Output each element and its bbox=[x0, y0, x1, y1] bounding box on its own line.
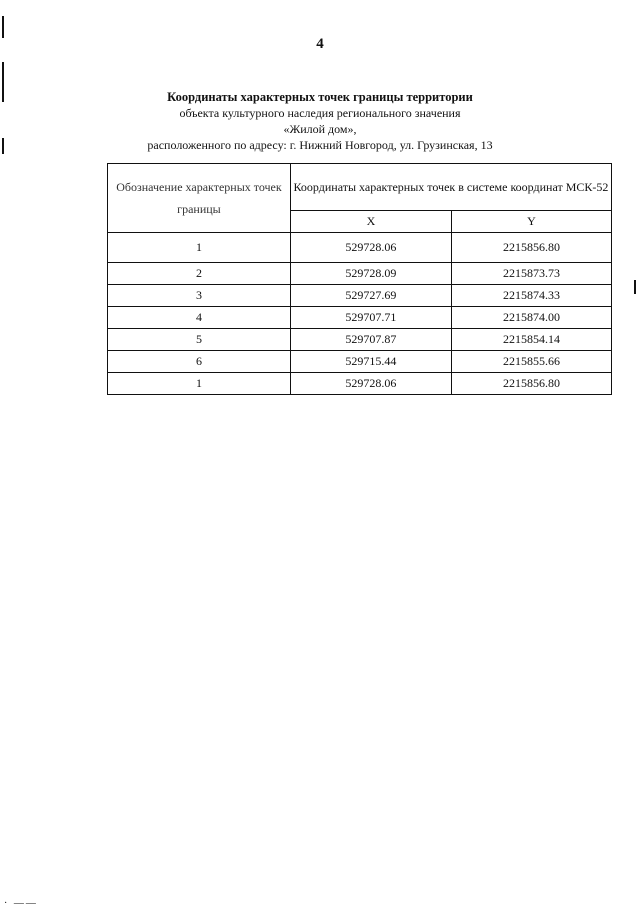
cell-y: 2215856.80 bbox=[451, 373, 611, 395]
page-number: 4 bbox=[316, 36, 324, 52]
header-point-label: Обозначение характерных точек границы bbox=[108, 164, 291, 233]
title-line-3: «Жилой дом», bbox=[283, 122, 357, 136]
table-row bbox=[108, 329, 612, 351]
cell-point: 3 bbox=[108, 285, 291, 307]
table-row bbox=[108, 351, 612, 373]
cell-y: 2215855.66 bbox=[451, 351, 611, 373]
coordinates-table bbox=[107, 163, 612, 395]
cell-point: 6 bbox=[108, 351, 291, 373]
cell-y: 2215854.14 bbox=[451, 329, 611, 351]
margin-mark-left-top bbox=[2, 16, 4, 38]
table-header-row bbox=[108, 164, 612, 211]
cell-y: 2215874.00 bbox=[451, 307, 611, 329]
title-line-4: расположенного по адресу: г. Нижний Новгород, ул. Грузинская, 13 bbox=[147, 138, 493, 152]
header-x: X bbox=[290, 211, 451, 233]
document-title bbox=[0, 89, 640, 153]
cell-x: 529727.69 bbox=[290, 285, 451, 307]
footer-marks: · —— bbox=[4, 898, 38, 909]
cell-point: 1 bbox=[108, 233, 291, 263]
cell-point: 1 bbox=[108, 373, 291, 395]
cell-x: 529715.44 bbox=[290, 351, 451, 373]
table-row bbox=[108, 263, 612, 285]
title-line-2: объекта культурного наследия регионального значения bbox=[179, 106, 461, 120]
cell-point: 4 bbox=[108, 307, 291, 329]
cell-x: 529707.71 bbox=[290, 307, 451, 329]
table-row bbox=[108, 307, 612, 329]
margin-mark-right bbox=[634, 280, 636, 294]
table-row bbox=[108, 373, 612, 395]
cell-x: 529707.87 bbox=[290, 329, 451, 351]
header-y: Y bbox=[451, 211, 611, 233]
cell-point: 5 bbox=[108, 329, 291, 351]
cell-y: 2215873.73 bbox=[451, 263, 611, 285]
cell-x: 529728.06 bbox=[290, 233, 451, 263]
cell-y: 2215856.80 bbox=[451, 233, 611, 263]
cell-x: 529728.06 bbox=[290, 373, 451, 395]
title-line-1: Координаты характерных точек границы территории bbox=[167, 90, 473, 104]
cell-y: 2215874.33 bbox=[451, 285, 611, 307]
cell-x: 529728.09 bbox=[290, 263, 451, 285]
table-row bbox=[108, 285, 612, 307]
cell-point: 2 bbox=[108, 263, 291, 285]
header-system-label: Координаты характерных точек в системе координат МСК-52 bbox=[290, 164, 611, 211]
table-row bbox=[108, 233, 612, 263]
